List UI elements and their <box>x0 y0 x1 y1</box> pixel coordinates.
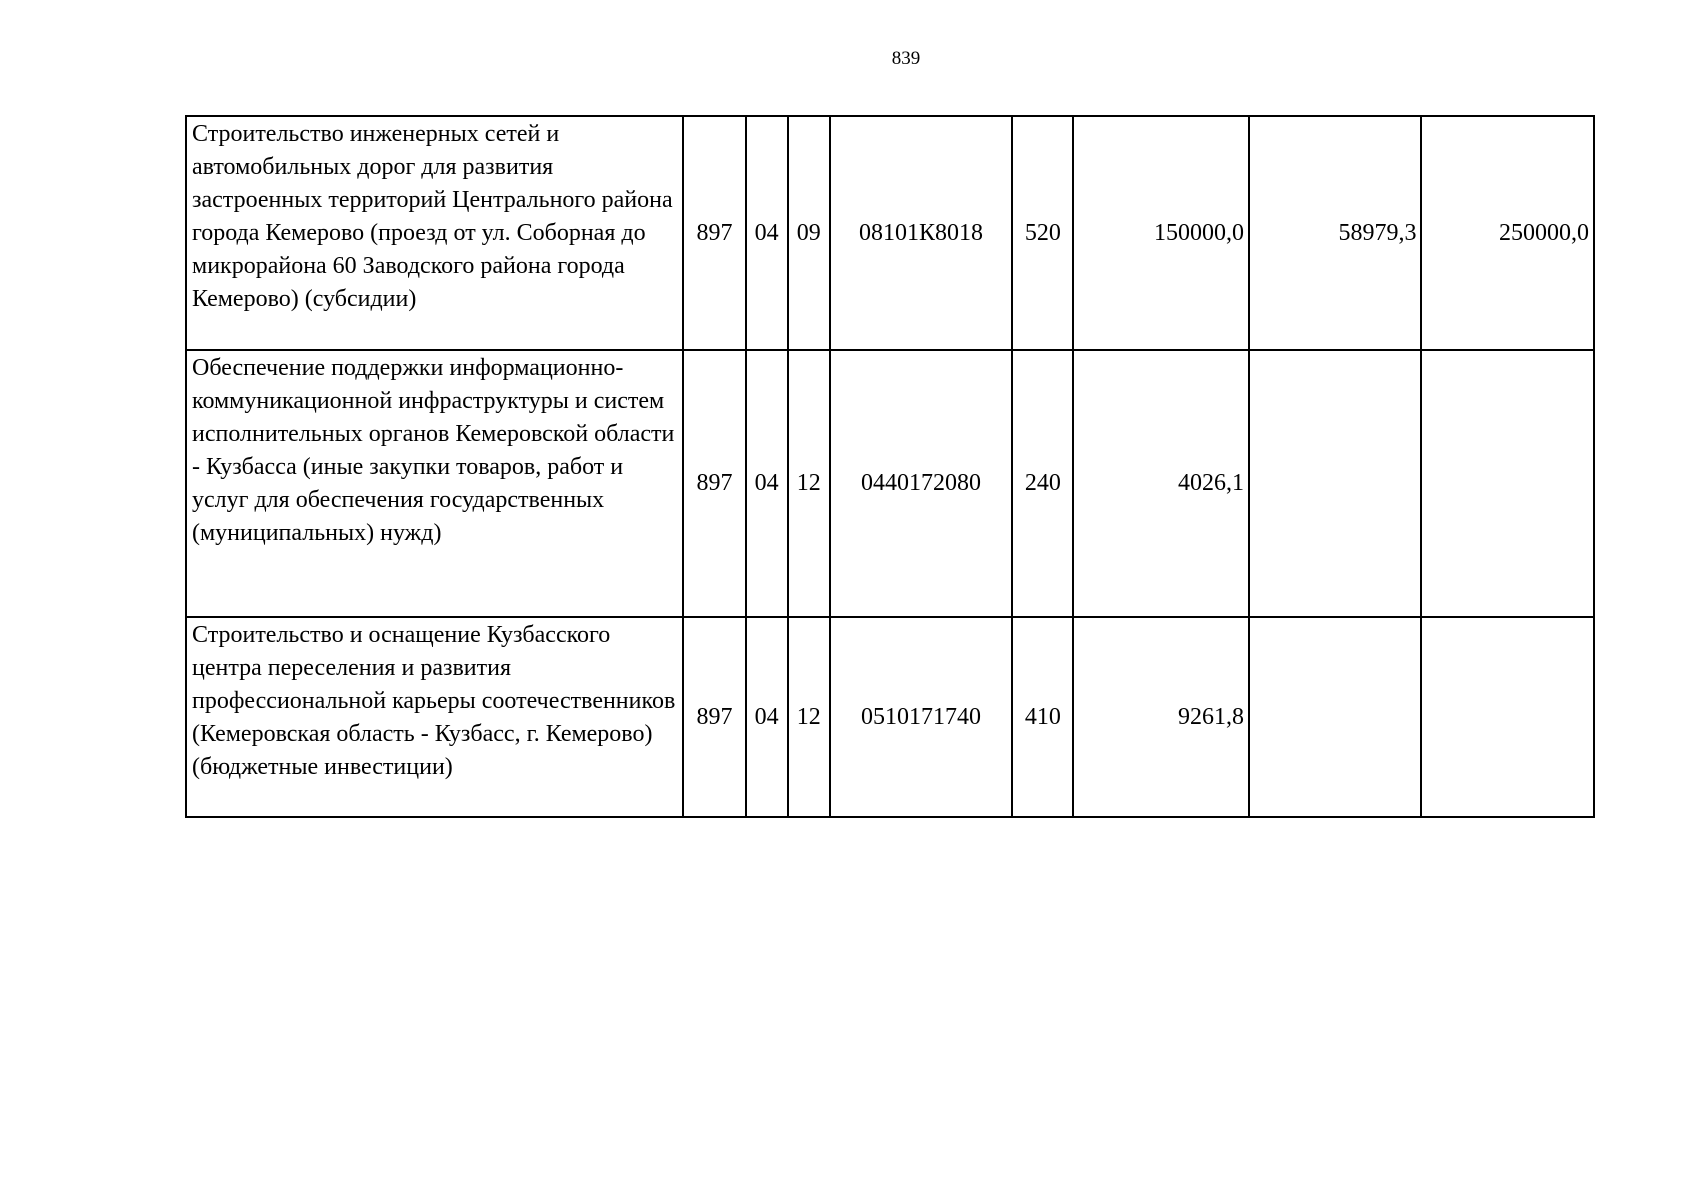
section-code-cell: 04 <box>746 116 788 350</box>
table-row <box>186 350 1594 617</box>
sum-1-cell: 150000,0 <box>1073 116 1248 350</box>
ministry-code-cell: 897 <box>683 617 745 817</box>
subsection-code-cell: 09 <box>788 116 830 350</box>
table-row <box>186 116 1594 350</box>
ministry-code-cell: 897 <box>683 350 745 617</box>
sum-2-cell <box>1249 350 1421 617</box>
sum-3-cell: 250000,0 <box>1421 116 1594 350</box>
description-cell: Строительство инженерных сетей и автомобильных дорог для развития застроенных территорий Центрального района города Кемерово (проезд от ул. Соборная до микрорайона 60 Заводского района города Кемерово) (субсидии) <box>186 116 683 350</box>
sum-1-cell: 4026,1 <box>1073 350 1248 617</box>
sum-2-cell <box>1249 617 1421 817</box>
expense-type-cell: 240 <box>1012 350 1073 617</box>
page-number: 839 <box>891 48 921 69</box>
subsection-code-cell: 12 <box>788 617 830 817</box>
sum-3-cell <box>1421 350 1594 617</box>
sum-2-cell: 58979,3 <box>1249 116 1421 350</box>
description-cell: Обеспечение поддержки информационно-коммуникационной инфраструктуры и систем исполнительных органов Кемеровской области - Кузбасса (иные закупки товаров, работ и услуг для обеспечения государственных (муниципальных) нужд) <box>186 350 683 617</box>
section-code-cell: 04 <box>746 350 788 617</box>
sum-3-cell <box>1421 617 1594 817</box>
expense-type-cell: 520 <box>1012 116 1073 350</box>
target-article-cell: 0440172080 <box>830 350 1013 617</box>
subsection-code-cell: 12 <box>788 350 830 617</box>
ministry-code-cell: 897 <box>683 116 745 350</box>
expense-type-cell: 410 <box>1012 617 1073 817</box>
description-cell: Строительство и оснащение Кузбасского центра переселения и развития профессиональной карьеры соотечественников (Кемеровская область - Кузбасс, г. Кемерово) (бюджетные инвестиции) <box>186 617 683 817</box>
target-article-cell: 0510171740 <box>830 617 1013 817</box>
section-code-cell: 04 <box>746 617 788 817</box>
target-article-cell: 08101К8018 <box>830 116 1013 350</box>
budget-table <box>185 115 1595 818</box>
sum-1-cell: 9261,8 <box>1073 617 1248 817</box>
table-row <box>186 617 1594 817</box>
